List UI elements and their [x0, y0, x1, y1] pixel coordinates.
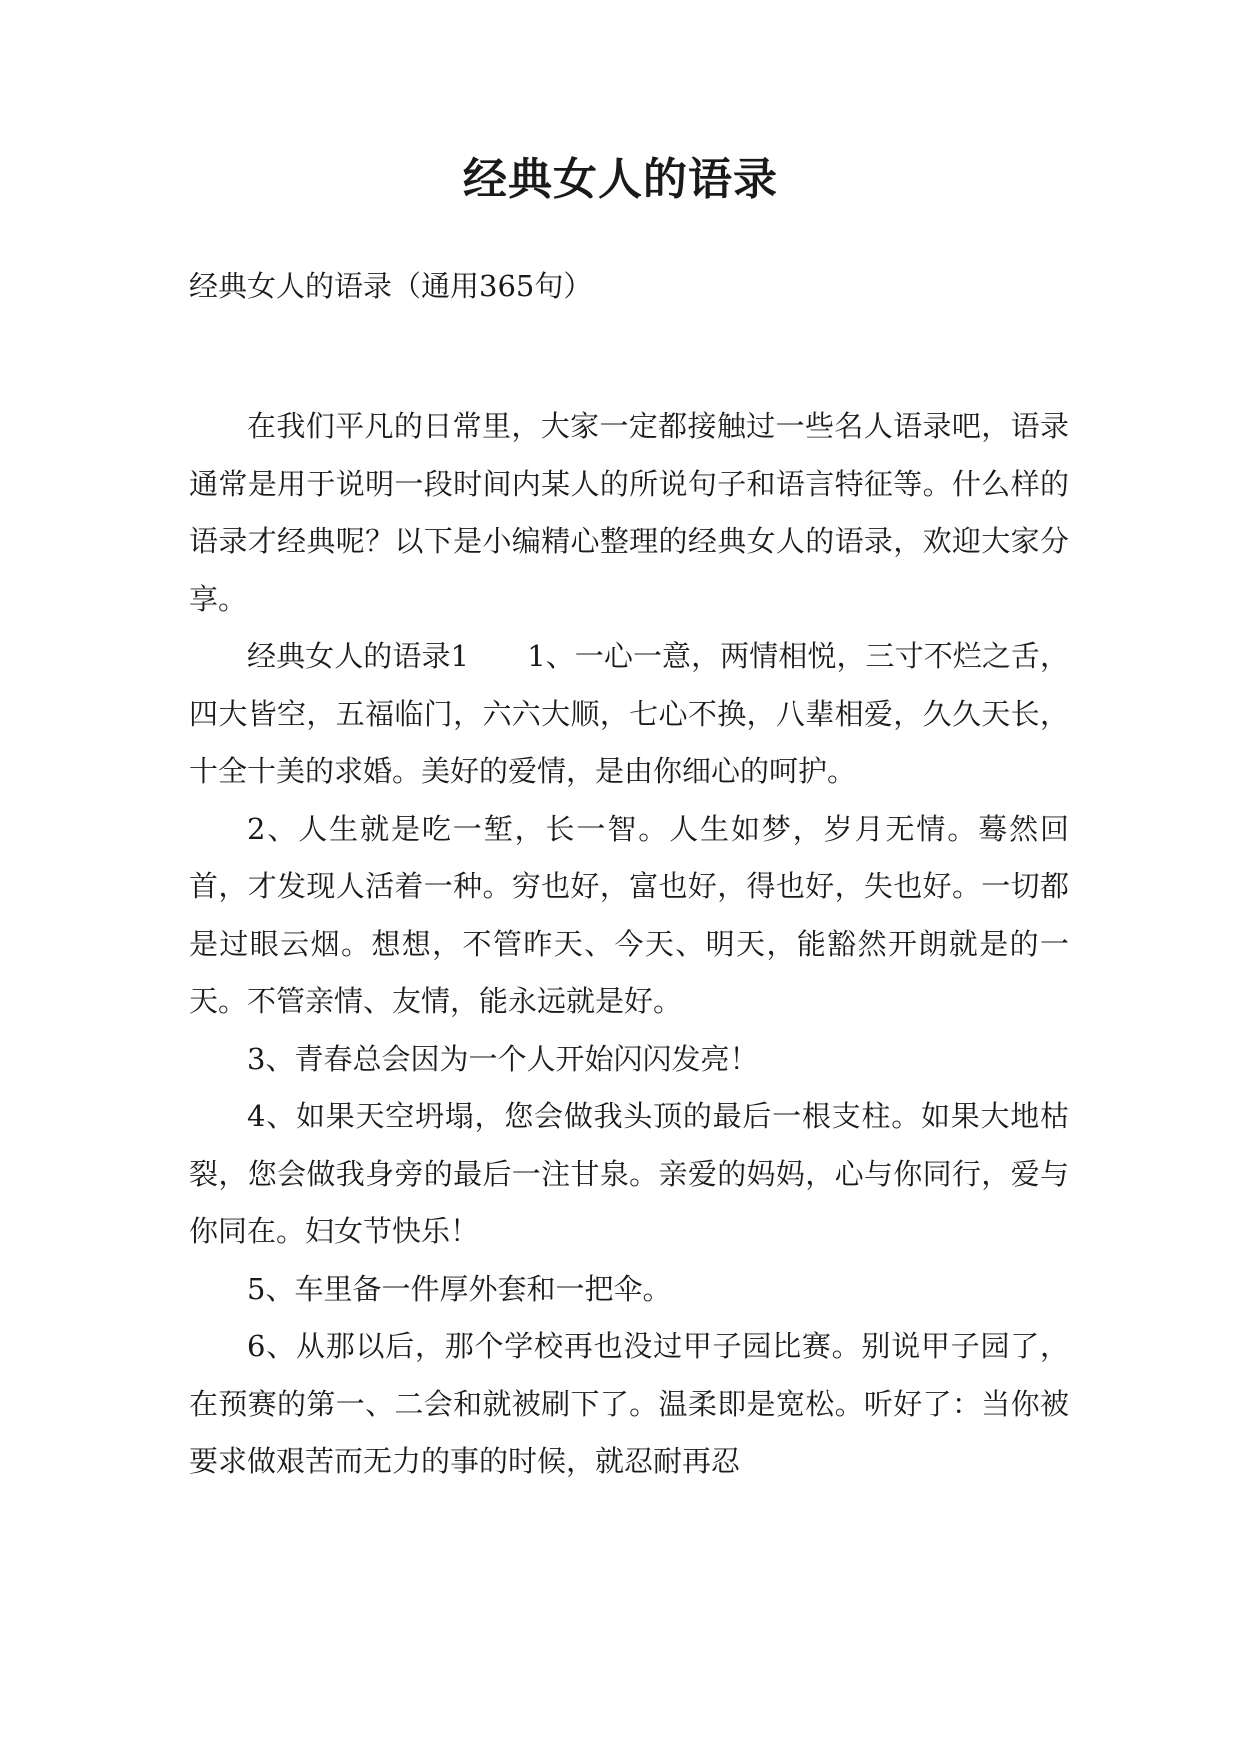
paragraph-quote-5: 5、车里备一件厚外套和一把伞。: [247, 1271, 672, 1306]
document-title: 经典女人的语录: [463, 154, 778, 205]
paragraph-quote-2: 2、人生就是吃一堑，长一智。人生如梦，岁月无情。蓦然回首，才发现人活着一种。穷也好，富也好，得也好，失也好。一切都是过眼云烟。想想，不管昨天、今天、明天，能豁然开朗就是的一天。不管亲情、友情，能永远就是好。: [189, 811, 1069, 1018]
paragraph-quote-3: 3、青春总会因为一个人开始闪闪发亮！: [247, 1041, 759, 1076]
document-subtitle: 经典女人的语录（通用365句）: [189, 269, 593, 303]
document-body: [189, 398, 1069, 1491]
paragraph-quote-4: 4、如果天空坍塌，您会做我头顶的最后一根支柱。如果大地枯裂，您会做我身旁的最后一注甘泉。亲爱的妈妈，心与你同行，爱与你同在。妇女节快乐！: [189, 1099, 1069, 1248]
paragraph-quote-1: 经典女人的语录1 1、一心一意，两情相悦，三寸不烂之舌，四大皆空，五福临门，六六大顺，七心不换，八辈相爱，久久天长，十全十美的求婚。美好的爱情，是由你细心的呵护。: [189, 639, 1069, 788]
paragraph-quote-6: 6、从那以后，那个学校再也没过甲子园比赛。别说甲子园了，在预赛的第一、二会和就被刷下了。温柔即是宽松。听好了：当你被要求做艰苦而无力的事的时候，就忍耐再忍: [189, 1329, 1069, 1478]
paragraph-intro: 在我们平凡的日常里，大家一定都接触过一些名人语录吧，语录通常是用于说明一段时间内某人的所说句子和语言特征等。什么样的语录才经典呢？以下是小编精心整理的经典女人的语录，欢迎大家分享。: [189, 409, 1069, 616]
